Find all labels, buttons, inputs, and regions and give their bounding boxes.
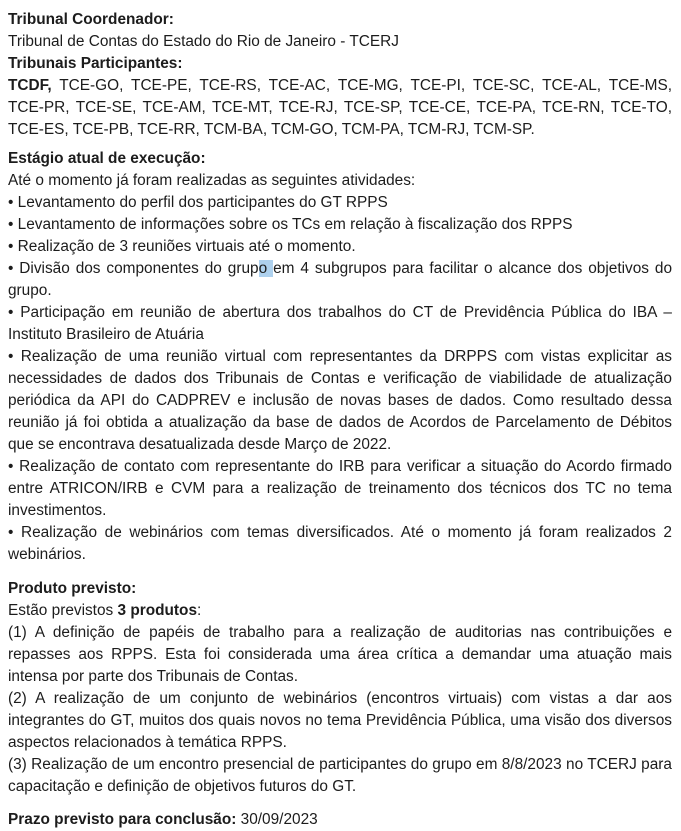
deadline-label: Prazo previsto para conclusão: [8, 811, 237, 828]
activity-bullet [8, 258, 672, 302]
product-item: (3) Realização de um encontro presencial de participantes do grupo em 8/8/2023 no TCERJ para capacitação e definição de objetivos futuros do GT. [8, 756, 672, 795]
report-body [8, 9, 672, 831]
deadline-value: 30/09/2023 [240, 811, 318, 828]
participants-label: Tribunais Participantes: [8, 55, 183, 72]
activity-bullet: • Realização de uma reunião virtual com representantes da DRPPS com vistas explicitar as necessidades de dados dos Tribunais de Contas e verificação de viabilidade de atualização periódica da API do CADPREV e inclusão de novas bases de dados. Como resultado dessa reunião já foi obtida a atualização da base de dados de Acordos de Parcelamento de Débitos que se encontrava desatualizada desde Março de 2022. [8, 348, 672, 453]
text-selection-highlight: o [258, 260, 274, 277]
stage-heading: Estágio atual de execução: [8, 150, 206, 167]
deadline-line [8, 809, 672, 831]
products-intro-prefix: Estão previstos [8, 602, 118, 619]
product-item: (1) A definição de papéis de trabalho para a realização de auditorias nas contribuições e repasses aos RPPS. Esta foi considerada uma área crítica a demandar uma atuação mais intensa por parte dos Tribunais de Contas. [8, 624, 672, 685]
activity-bullet: • Levantamento do perfil dos participantes do GT RPPS [8, 194, 388, 211]
activity-bullet: • Realização de contato com representante do IRB para verificar a situação do Acordo firmado entre ATRICON/IRB e CVM para a realização de treinamento dos técnicos dos TC no tema investimentos. [8, 458, 672, 519]
activity-text-before-selection: • Divisão dos componentes do grup [8, 260, 259, 277]
activity-bullet: • Participação em reunião de abertura dos trabalhos do CT de Previdência Pública do IBA – Instituto Brasileiro de Atuária [8, 304, 672, 343]
activity-text-after-selection: em 4 subgrupos para facilitar o alcance dos objetivos do grupo. [8, 260, 672, 299]
activity-bullet: • Realização de webinários com temas diversificados. Até o momento já foram realizados 2 webinários. [8, 524, 672, 563]
activity-bullet: • Realização de 3 reuniões virtuais até o momento. [8, 238, 356, 255]
product-item: (2) A realização de um conjunto de webinários (encontros virtuais) com vistas a dar aos integrantes do GT, muitos dos quais novos no tema Previdência Pública, uma visão dos diversos aspectos relacionados à temática RPPS. [8, 690, 672, 751]
participants-remaining-courts: TCE-GO, TCE-PE, TCE-RS, TCE-AC, TCE-MG, TCE-PI, TCE-SC, TCE-AL, TCE-MS, TCE-PR, TCE-SE, TCE-AM, TCE-MT, TCE-RJ, TCE-SP, TCE-CE, TCE-PA, TCE-RN, TCE-TO, TCE-ES, TCE-PB, TCE-RR, TCM-BA, TCM-GO, TCM-PA, TCM-RJ, TCM-SP. [8, 77, 672, 138]
participants-first-court: TCDF, [8, 77, 52, 94]
participants-list [8, 75, 672, 141]
product-heading: Produto previsto: [8, 580, 137, 597]
coordinator-label: Tribunal Coordenador: [8, 11, 174, 28]
coordinator-value: Tribunal de Contas do Estado do Rio de Janeiro - TCERJ [8, 33, 399, 50]
products-intro-suffix: : [197, 602, 202, 619]
products-intro [8, 600, 672, 622]
stage-intro: Até o momento já foram realizadas as seguintes atividades: [8, 172, 416, 189]
activity-bullet: • Levantamento de informações sobre os TCs em relação à fiscalização dos RPPS [8, 216, 573, 233]
products-count: 3 produtos [117, 602, 198, 619]
